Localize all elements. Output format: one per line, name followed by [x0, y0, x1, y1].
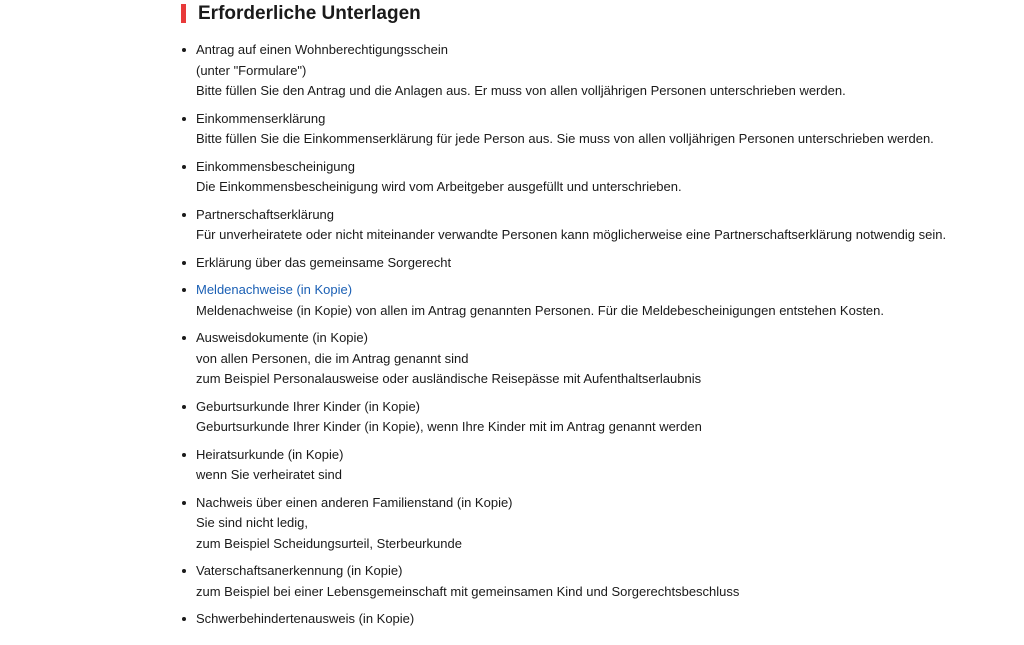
list-item	[181, 493, 1021, 555]
item-description: Für unverheiratete oder nicht miteinander verwandte Personen kann möglicherweise eine Partnerschaftserklärung notwendig sein.	[196, 227, 947, 242]
item-description: zum Beispiel bei einer Lebensgemeinschaft mit gemeinsamen Kind und Sorgerechtsbeschluss	[196, 583, 740, 599]
item-description: von allen Personen, die im Antrag genannt sind	[196, 350, 469, 366]
list-item	[181, 328, 1021, 390]
list-item	[181, 561, 1021, 602]
item-title: Vaterschaftsanerkennung (in Kopie)	[196, 563, 403, 578]
document-list	[181, 40, 1021, 630]
item-title: Einkommensbescheinigung	[196, 158, 355, 174]
list-item	[181, 40, 1021, 102]
list-item	[181, 109, 1021, 150]
item-title: Heiratsurkunde (in Kopie)	[196, 446, 344, 462]
item-description: Meldenachweise (in Kopie) von allen im Antrag genannten Personen. Für die Meldebescheinigungen entstehen Kosten.	[196, 302, 885, 318]
list-item	[181, 280, 1021, 321]
item-description: Bitte füllen Sie die Einkommenserklärung für jede Person aus. Sie muss von allen volljährigen Personen unterschrieben werden.	[196, 131, 934, 146]
required-documents-section	[181, 0, 1021, 637]
item-title: Antrag auf einen Wohnberechtigungsschein	[196, 42, 448, 57]
list-item	[181, 445, 1021, 486]
list-item	[181, 397, 1021, 438]
item-description: Sie sind nicht ledig,	[196, 515, 309, 530]
item-title: Erklärung über das gemeinsame Sorgerecht	[196, 254, 452, 270]
item-description: zum Beispiel Scheidungsurteil, Sterbeurkunde	[196, 535, 462, 551]
item-title: Partnerschaftserklärung	[196, 206, 335, 222]
item-title: Geburtsurkunde Ihrer Kinder (in Kopie)	[196, 398, 421, 414]
item-title: Ausweisdokumente (in Kopie)	[196, 330, 368, 345]
item-description: Bitte füllen Sie den Antrag und die Anlagen aus. Er muss von allen volljährigen Personen unterschrieben werden.	[196, 83, 846, 98]
item-title: Schwerbehindertenausweis (in Kopie)	[196, 611, 415, 626]
list-item	[181, 609, 1021, 630]
item-description: Die Einkommensbescheinigung wird vom Arbeitgeber ausgefüllt und unterschrieben.	[196, 179, 682, 194]
item-title: Einkommenserklärung	[196, 110, 326, 126]
section-heading: Erforderliche Unterlagen	[181, 0, 1021, 28]
item-description: wenn Sie verheiratet sind	[196, 467, 342, 482]
item-description: Geburtsurkunde Ihrer Kinder (in Kopie), wenn Ihre Kinder mit im Antrag genannt werden	[196, 419, 702, 434]
item-title: Nachweis über einen anderen Familienstand (in Kopie)	[196, 494, 513, 510]
list-item	[181, 253, 1021, 274]
list-item	[181, 157, 1021, 198]
meldenachweise-link[interactable]: Meldenachweise (in Kopie)	[196, 282, 353, 297]
item-description: zum Beispiel Personalausweise oder ausländische Reisepässe mit Aufenthaltserlaubnis	[196, 371, 702, 386]
item-note: (unter "Formulare")	[196, 62, 307, 78]
list-item	[181, 205, 1021, 246]
